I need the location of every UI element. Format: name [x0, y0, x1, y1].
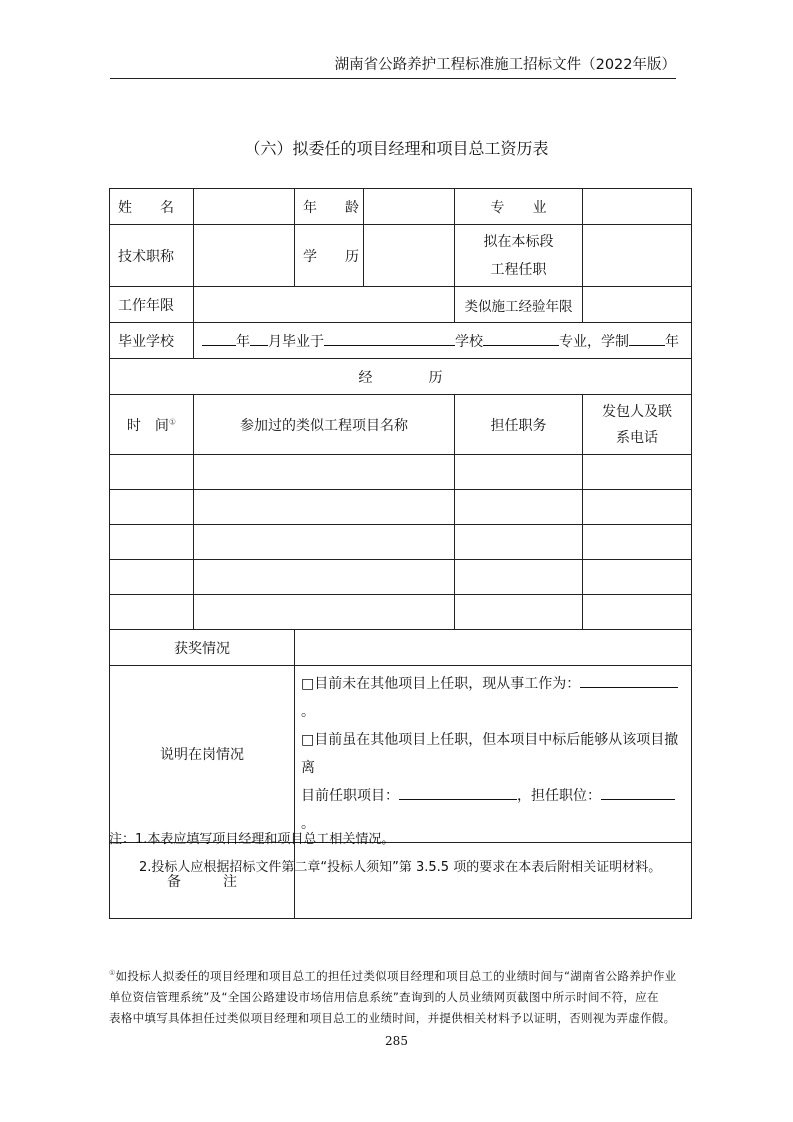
table-notes	[109, 826, 709, 882]
role-header: 担任职务	[455, 395, 583, 455]
grad-year-text: 年	[236, 333, 250, 350]
exp-time-cell[interactable]	[110, 595, 194, 630]
experience-label: 经 历	[110, 359, 692, 395]
exp-role-cell[interactable]	[455, 525, 583, 560]
exp-contact-cell[interactable]	[583, 455, 692, 490]
page-title: （六）拟委任的项目经理和项目总工资历表	[244, 139, 549, 158]
school-label: 毕业学校	[110, 323, 194, 359]
exp-project-cell[interactable]	[194, 595, 455, 630]
exp-role-cell[interactable]	[455, 455, 583, 490]
grad-year-blank[interactable]	[202, 331, 236, 346]
grad-month-text: 月毕业于	[268, 333, 324, 350]
status-option-2[interactable]: □目前虽在其他项目上任职，但本项目中标后能够从该项目撤离	[301, 732, 679, 776]
row-school	[110, 323, 692, 359]
exp-time-cell[interactable]	[110, 490, 194, 525]
row-experience-headers	[110, 395, 692, 455]
grad-year-end-text: 年	[665, 333, 679, 350]
row-awards	[110, 630, 692, 666]
exp-project-cell[interactable]	[194, 455, 455, 490]
table-row	[110, 490, 692, 525]
age-label: 年 龄	[295, 189, 364, 225]
table-row	[110, 595, 692, 630]
table-row	[110, 455, 692, 490]
remarks-label: 备 注	[110, 843, 295, 919]
table-row	[110, 525, 692, 560]
grad-duration-blank[interactable]	[629, 331, 665, 346]
age-field[interactable]	[364, 189, 455, 225]
current-project-label: 目前任职项目：	[301, 788, 399, 804]
grad-major-blank[interactable]	[483, 331, 559, 346]
status-option-1-text: □目前未在其他项目上任职，现从事工作为：	[301, 676, 581, 692]
grad-school-blank[interactable]	[324, 331, 455, 346]
position-label-line1: 拟在本标段	[483, 233, 554, 250]
note-2: 2.投标人应根据招标文件第二章“投标人须知”第 3.5.5 项的要求在本表后附相关证明材料。	[139, 860, 662, 875]
resume-table	[109, 188, 692, 919]
grad-school-text: 学校	[455, 333, 483, 350]
footnote-mark: ①	[109, 969, 116, 977]
exp-contact-cell[interactable]	[583, 595, 692, 630]
footnote-text-1: 如投标人拟委任的项目经理和项目总工的担任过类似项目经理和项目总工的业绩时间与“湖南省公路养护作业	[115, 968, 677, 983]
exp-role-cell[interactable]	[455, 595, 583, 630]
exp-role-cell[interactable]	[455, 560, 583, 595]
similar-years-field[interactable]	[583, 287, 692, 323]
tech-title-field[interactable]	[194, 225, 295, 287]
name-field[interactable]	[194, 189, 295, 225]
current-project-blank[interactable]	[399, 785, 517, 800]
table-row	[110, 560, 692, 595]
status-label: 说明在岗情况	[110, 666, 295, 843]
position-label-line2: 工程任职	[490, 261, 547, 278]
exp-contact-cell[interactable]	[583, 560, 692, 595]
current-work-blank[interactable]	[580, 673, 678, 688]
position-label	[455, 225, 583, 287]
time-footnote-mark: ①	[168, 416, 177, 426]
contact-header-line2: 系电话	[616, 429, 658, 446]
grad-major-text: 专业，学制	[559, 333, 629, 350]
exp-time-cell[interactable]	[110, 560, 194, 595]
row-name-age-major	[110, 189, 692, 225]
time-header	[110, 395, 194, 455]
row-years	[110, 287, 692, 323]
status-option-1-end: 。	[301, 704, 315, 720]
exp-contact-cell[interactable]	[583, 525, 692, 560]
header-text: 湖南省公路养护工程标准施工招标文件（2022年版）	[334, 57, 676, 73]
major-field[interactable]	[583, 189, 692, 225]
similar-years-label: 类似施工经验年限	[455, 287, 583, 323]
row-title-education-position	[110, 225, 692, 287]
exp-project-cell[interactable]	[194, 560, 455, 595]
name-label: 姓 名	[110, 189, 194, 225]
row-experience-heading	[110, 359, 692, 395]
exp-time-cell[interactable]	[110, 525, 194, 560]
exp-role-cell[interactable]	[455, 490, 583, 525]
row-status	[110, 666, 692, 843]
contact-header-line1: 发包人及联	[602, 403, 672, 420]
exp-time-cell[interactable]	[110, 455, 194, 490]
graduation-line	[194, 323, 692, 359]
page-header	[110, 52, 676, 79]
education-label: 学 历	[295, 225, 364, 287]
footnote-line-1	[109, 963, 693, 987]
note-1: 注：1.本表应填写项目经理和项目总工相关情况。	[109, 832, 395, 847]
exp-project-cell[interactable]	[194, 525, 455, 560]
awards-label: 获奖情况	[110, 630, 295, 666]
exp-contact-cell[interactable]	[583, 490, 692, 525]
education-field[interactable]	[364, 225, 455, 287]
status-option-2-end: 。	[301, 816, 315, 832]
status-option-1[interactable]	[301, 670, 685, 726]
current-role-label: ，担任职位：	[517, 788, 601, 804]
work-years-field[interactable]	[194, 287, 455, 323]
footnote	[109, 963, 693, 1029]
major-label: 专 业	[455, 189, 583, 225]
footnote-line-2: 单位资信管理系统”及“全国公路建设市场信用信息系统”查询到的人员业绩网页截图中所示时间不符，应在	[109, 989, 659, 1004]
time-header-text: 时 间	[126, 417, 169, 434]
tech-title-label: 技术职称	[110, 225, 194, 287]
awards-field[interactable]	[295, 630, 692, 666]
page-number: 285	[385, 1034, 408, 1048]
project-header: 参加过的类似工程项目名称	[194, 395, 455, 455]
footnote-line-3: 表格中填写具体担任过类似项目经理和项目总工的业绩时间，并提供相关材料予以证明，否则视为弄虚作假。	[109, 1010, 676, 1025]
exp-project-cell[interactable]	[194, 490, 455, 525]
grad-month-blank[interactable]	[250, 331, 268, 346]
status-options	[295, 666, 692, 843]
position-field[interactable]	[583, 225, 692, 287]
current-role-blank[interactable]	[601, 785, 675, 800]
work-years-label: 工作年限	[110, 287, 194, 323]
contact-header	[583, 395, 692, 455]
